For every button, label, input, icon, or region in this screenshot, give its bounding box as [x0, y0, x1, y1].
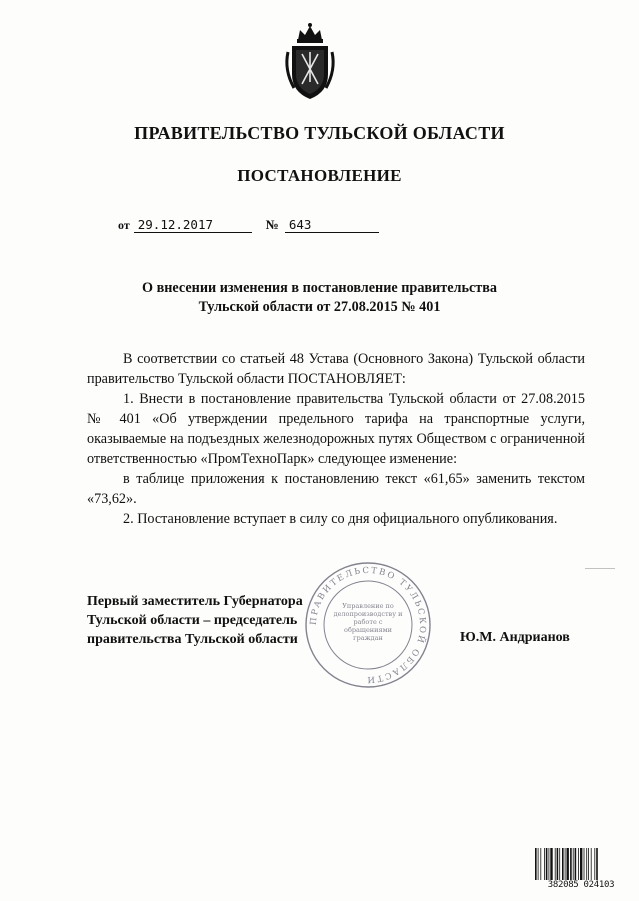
date-label: от [118, 218, 130, 232]
seal-ring-text: ПРАВИТЕЛЬСТВО ТУЛЬСКОЙ ОБЛАСТИ [308, 565, 428, 685]
official-seal-stamp [303, 560, 433, 690]
date-value: 29.12.2017 [134, 218, 252, 233]
body-paragraph: 2. Постановление вступает в силу со дня официального опубликования. [123, 511, 558, 527]
position-line: Первый заместитель Губернатора [87, 594, 303, 609]
body-paragraph: 1. Внести в постановление правительства Тульской области от 27.08.2015 № 401 «Об утверждении предельного тарифа на транспортные услуги, оказываемые на подъездных железнодорожных путях Обществом с ограниченной ответственностью «ПромТехноПарк» следующее изменение: [87, 391, 585, 467]
scan-artifact [585, 568, 615, 569]
position-line: правительства Тульской области [87, 632, 298, 647]
body-paragraph: В соответствии со статьей 48 Устава (Основного Закона) Тульской области правительство Тульской области ПОСТАНОВЛЯЕТ: [87, 351, 585, 387]
number-label: № [265, 217, 279, 232]
position-line: Тульской области – председатель [87, 613, 298, 628]
document-subject [0, 279, 639, 317]
barcode-number: 382085 024103 [533, 880, 629, 890]
seal-inner-text: Управление по делопроизводству и работе с обращениями граждан [333, 602, 403, 642]
signatory-position [87, 592, 303, 649]
coat-of-arms-icon [280, 22, 340, 102]
body-paragraph: в таблице приложения к постановлению текст «61,65» заменить текстом «73,62». [87, 471, 585, 507]
subject-line: О внесении изменения в постановление правительства [142, 280, 497, 296]
document-type: ПОСТАНОВЛЕНИЕ [237, 166, 402, 185]
signatory-name: Ю.М. Андрианов [460, 630, 570, 645]
subject-line: Тульской области от 27.08.2015 № 401 [198, 299, 441, 315]
document-body [87, 349, 585, 529]
number-value: 643 [285, 218, 379, 233]
org-title: ПРАВИТЕЛЬСТВО ТУЛЬСКОЙ ОБЛАСТИ [134, 123, 505, 143]
date-number-line [118, 217, 379, 237]
